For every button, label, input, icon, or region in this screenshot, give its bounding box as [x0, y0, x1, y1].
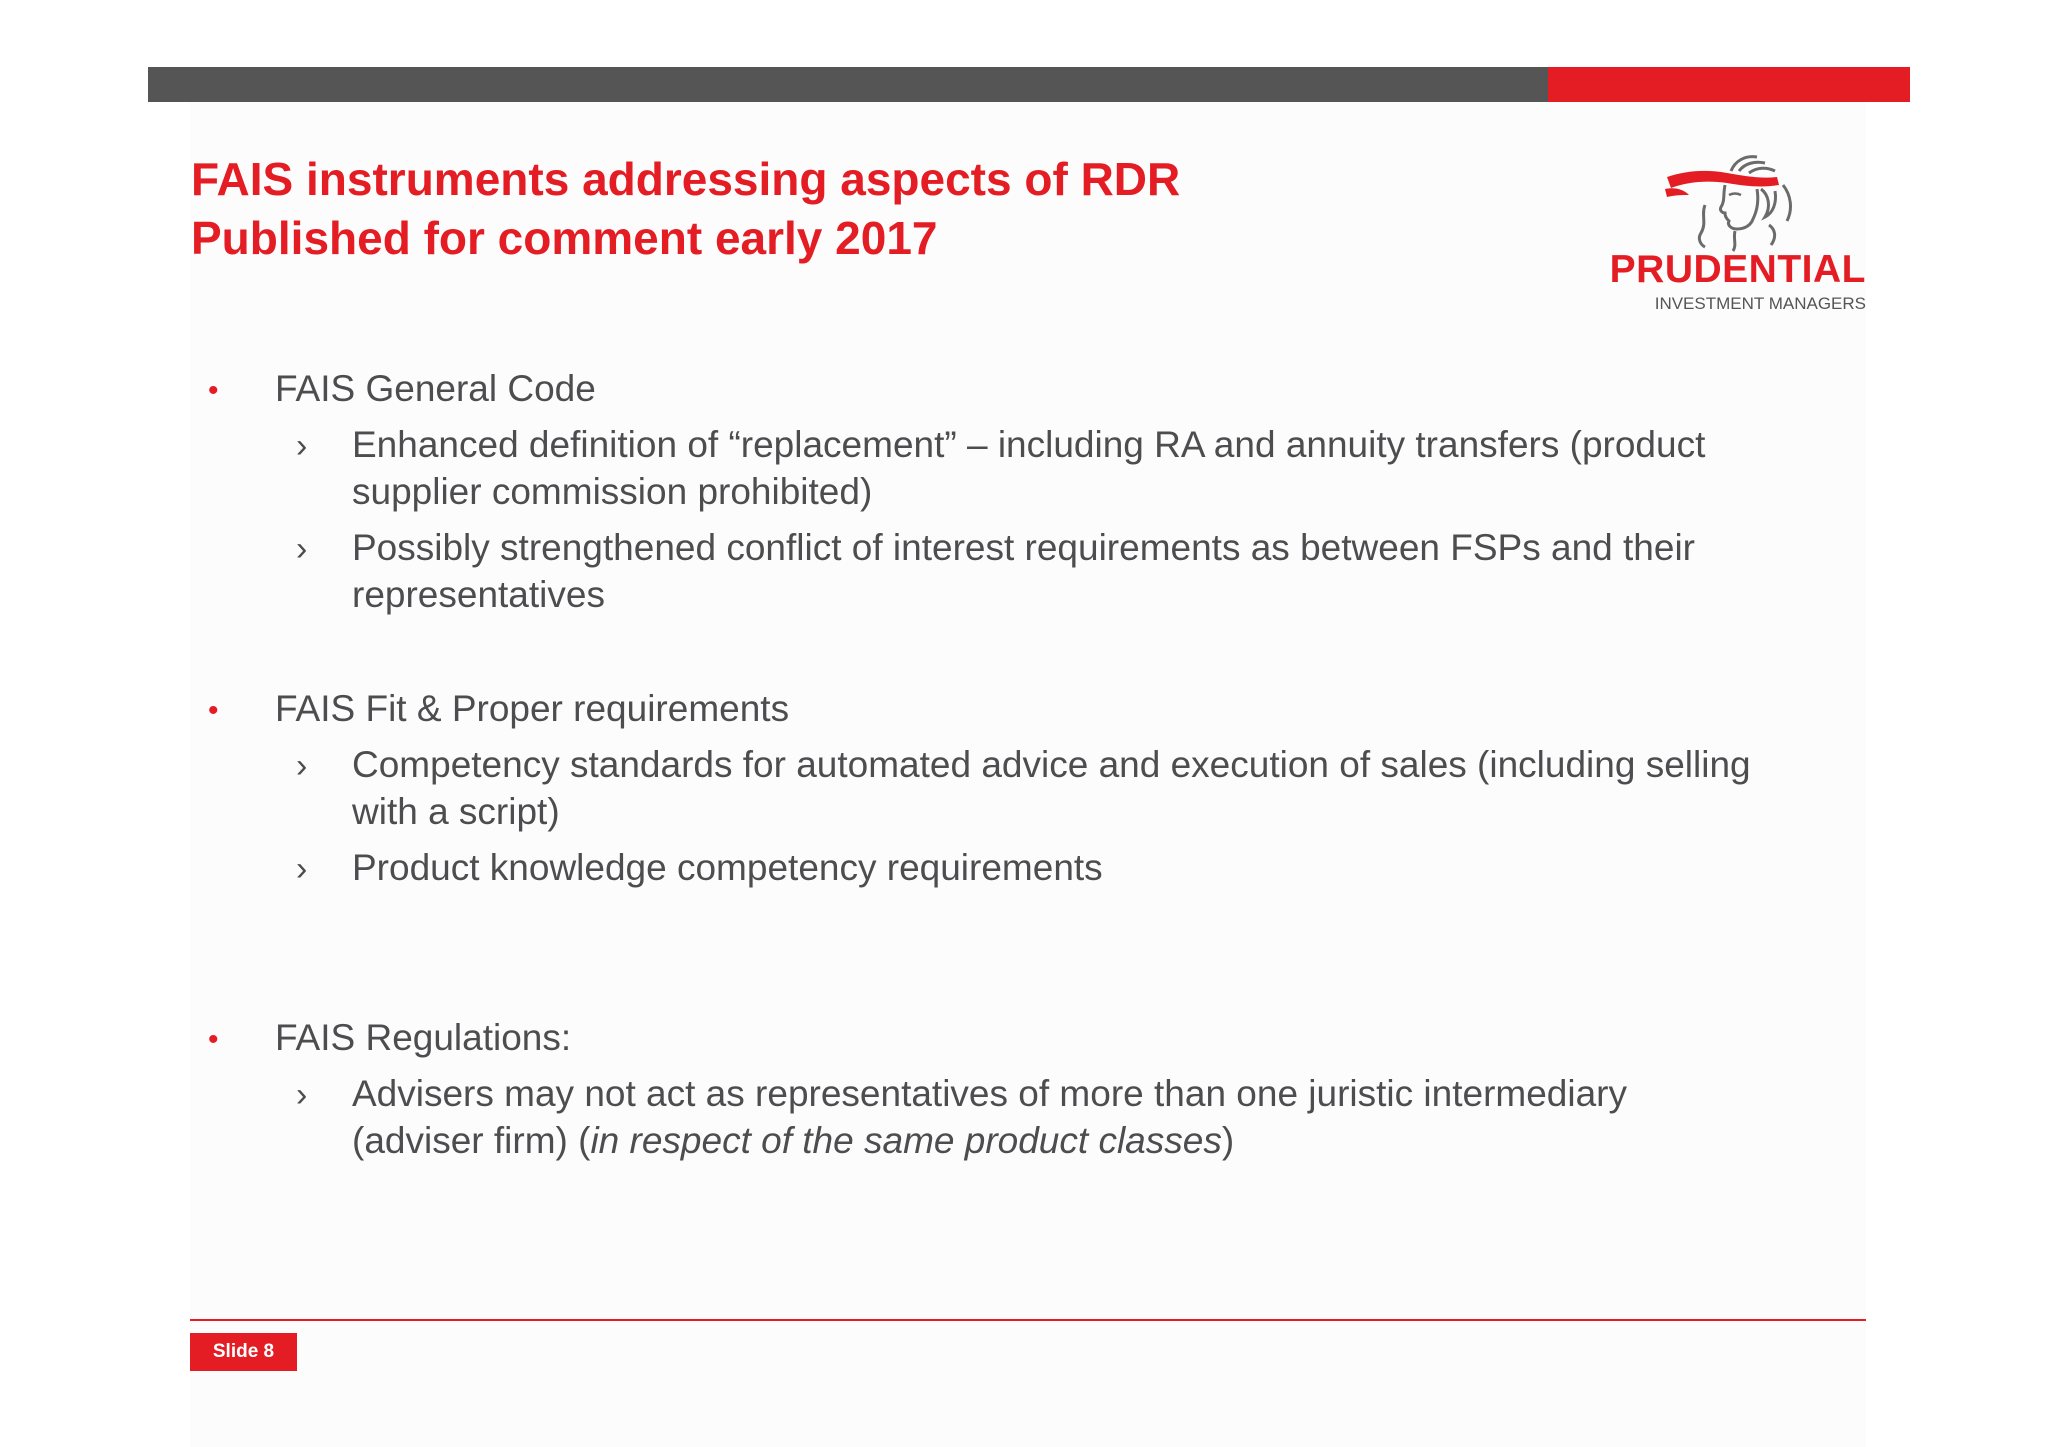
slide-title-line-2: Published for comment early 2017: [191, 212, 938, 264]
bullet-item-fit-and-proper: FAIS Fit & Proper requirements: [275, 688, 790, 729]
sub-item-line: with a script): [352, 791, 560, 832]
sub-item-juristic-intermediary: [352, 1070, 1932, 1164]
sub-item-line-prefix: (adviser firm) (: [352, 1120, 591, 1161]
bullet-marker: •: [208, 1023, 219, 1056]
sub-item-product-knowledge: [352, 844, 1932, 891]
bullet-item-regulations: FAIS Regulations:: [275, 1017, 572, 1058]
sub-bullet-marker: ›: [296, 850, 308, 888]
sub-item-line-italic: in respect of the same product classes: [590, 1120, 1222, 1161]
sub-bullet-marker: ›: [296, 1076, 308, 1114]
sub-item-line: Product knowledge competency requirements: [352, 847, 1103, 888]
footer-divider: [190, 1319, 1866, 1321]
sub-bullet-marker: ›: [296, 747, 308, 785]
sub-item-line: supplier commission prohibited): [352, 471, 873, 512]
sub-bullet-marker: ›: [296, 427, 308, 465]
sub-item-line: Possibly strengthened conflict of interest requirements as between FSPs and their: [352, 527, 1695, 568]
sub-item-replacement: [352, 421, 1932, 515]
sub-item-conflict-of-interest: [352, 524, 1932, 618]
bullet-item-general-code: FAIS General Code: [275, 368, 596, 409]
sub-item-line: representatives: [352, 574, 605, 615]
bullet-marker: •: [208, 374, 219, 407]
slide-title-line-1: FAIS instruments addressing aspects of RDR: [191, 153, 1181, 205]
bullet-marker: •: [208, 694, 219, 727]
sub-item-line: Advisers may not act as representatives of more than one juristic intermediary: [352, 1073, 1628, 1114]
sub-item-line-suffix: ): [1221, 1120, 1235, 1161]
sub-bullet-marker: ›: [296, 530, 308, 568]
logo-wordmark: PRUDENTIAL: [1609, 248, 1866, 291]
sub-item-competency-standards: [352, 741, 1932, 835]
logo-subtitle: INVESTMENT MANAGERS: [1654, 294, 1866, 313]
sub-item-line: Enhanced definition of “replacement” – including RA and annuity transfers (product: [352, 424, 1706, 465]
slide-number-badge: Slide 8: [190, 1333, 297, 1371]
sub-item-line: Competency standards for automated advice and execution of sales (including selling: [352, 744, 1751, 785]
